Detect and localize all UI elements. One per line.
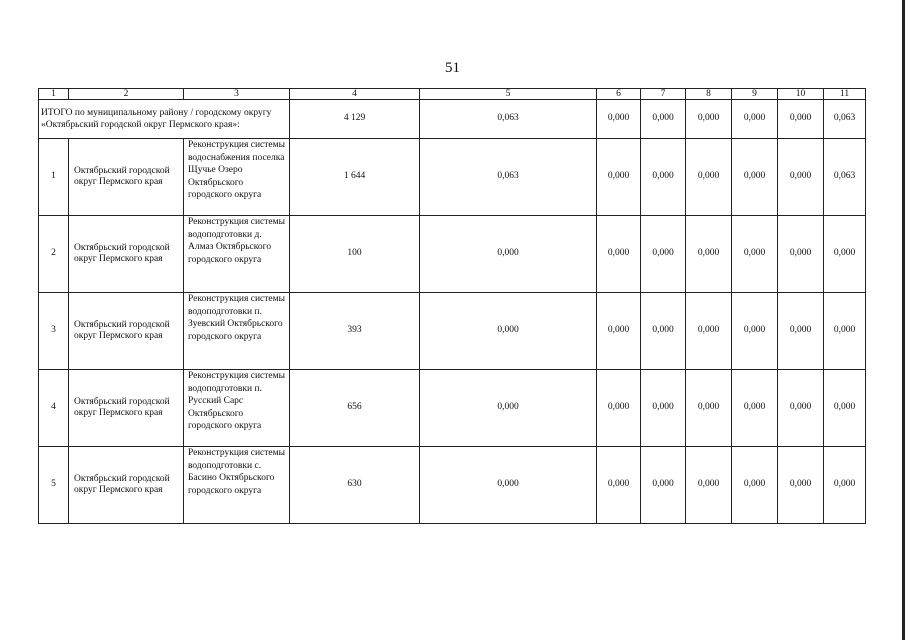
col-header: 1 <box>39 89 69 100</box>
value-cell: 0,000 <box>824 447 866 524</box>
value-cell: 0,063 <box>420 139 597 216</box>
value-cell: 0,000 <box>420 447 597 524</box>
object-cell: Реконструкция системы водоподготовки д. Алмаз Октябрьского городского округа <box>184 216 290 293</box>
value-cell: 0,000 <box>686 370 732 447</box>
value-cell: 393 <box>290 293 420 370</box>
row-number: 1 <box>39 139 69 216</box>
value-cell: 0,000 <box>824 293 866 370</box>
value-cell: 0,000 <box>597 139 641 216</box>
total-cell: 4 129 <box>290 100 420 139</box>
total-cell: 0,000 <box>732 100 778 139</box>
value-cell: 0,000 <box>824 370 866 447</box>
value-cell: 0,000 <box>641 216 686 293</box>
object-cell: Реконструкция системы водоподготовки п. Русский Сарс Октябрьского городского округа <box>184 370 290 447</box>
value-cell: 0,000 <box>732 139 778 216</box>
value-cell: 0,000 <box>597 370 641 447</box>
col-header: 11 <box>824 89 866 100</box>
value-cell: 0,000 <box>778 139 824 216</box>
value-cell: 0,000 <box>641 293 686 370</box>
data-table <box>38 88 866 524</box>
value-cell: 100 <box>290 216 420 293</box>
total-cell: 0,000 <box>778 100 824 139</box>
col-header: 3 <box>184 89 290 100</box>
total-cell: 0,063 <box>824 100 866 139</box>
value-cell: 0,000 <box>686 139 732 216</box>
table-row <box>39 293 866 370</box>
value-cell: 0,000 <box>732 447 778 524</box>
value-cell: 0,000 <box>420 370 597 447</box>
value-cell: 0,000 <box>778 293 824 370</box>
value-cell: 1 644 <box>290 139 420 216</box>
value-cell: 0,000 <box>420 293 597 370</box>
col-header: 2 <box>69 89 184 100</box>
col-header: 5 <box>420 89 597 100</box>
total-cell: 0,000 <box>686 100 732 139</box>
value-cell: 0,000 <box>778 216 824 293</box>
total-label: ИТОГО по муниципальному району / городскому округу «Октябрьский городской округ Пермского края»: <box>39 100 290 139</box>
value-cell: 0,000 <box>778 447 824 524</box>
table-row <box>39 139 866 216</box>
row-number: 5 <box>39 447 69 524</box>
value-cell: 0,000 <box>732 216 778 293</box>
value-cell: 630 <box>290 447 420 524</box>
row-number: 3 <box>39 293 69 370</box>
table-row <box>39 216 866 293</box>
row-number: 2 <box>39 216 69 293</box>
value-cell: 0,063 <box>824 139 866 216</box>
object-cell: Реконструкция системы водоснабжения поселка Щучье Озеро Октябрьского городского округа <box>184 139 290 216</box>
col-header: 7 <box>641 89 686 100</box>
col-header: 10 <box>778 89 824 100</box>
page-number: 51 <box>445 60 460 76</box>
value-cell: 0,000 <box>686 447 732 524</box>
column-number-row <box>39 89 866 100</box>
value-cell: 0,000 <box>732 293 778 370</box>
total-cell: 0,000 <box>641 100 686 139</box>
value-cell: 0,000 <box>641 139 686 216</box>
municipality-cell: Октябрьский городской округ Пермского края <box>69 447 184 524</box>
value-cell: 0,000 <box>597 216 641 293</box>
value-cell: 0,000 <box>778 370 824 447</box>
table-row <box>39 370 866 447</box>
municipality-cell: Октябрьский городской округ Пермского края <box>69 216 184 293</box>
col-header: 8 <box>686 89 732 100</box>
municipality-cell: Октябрьский городской округ Пермского края <box>69 293 184 370</box>
value-cell: 0,000 <box>641 447 686 524</box>
value-cell: 0,000 <box>732 370 778 447</box>
object-cell: Реконструкция системы водоподготовки п. Зуевский Октябрьского городского округа <box>184 293 290 370</box>
table-row <box>39 447 866 524</box>
value-cell: 0,000 <box>686 293 732 370</box>
value-cell: 0,000 <box>597 447 641 524</box>
municipality-cell: Октябрьский городской округ Пермского края <box>69 370 184 447</box>
col-header: 4 <box>290 89 420 100</box>
total-cell: 0,000 <box>597 100 641 139</box>
value-cell: 0,000 <box>686 216 732 293</box>
value-cell: 0,000 <box>824 216 866 293</box>
col-header: 9 <box>732 89 778 100</box>
value-cell: 0,000 <box>420 216 597 293</box>
municipality-cell: Октябрьский городской округ Пермского края <box>69 139 184 216</box>
value-cell: 0,000 <box>641 370 686 447</box>
total-cell: 0,063 <box>420 100 597 139</box>
col-header: 6 <box>597 89 641 100</box>
total-row <box>39 100 866 139</box>
value-cell: 0,000 <box>597 293 641 370</box>
value-cell: 656 <box>290 370 420 447</box>
object-cell: Реконструкция системы водоподготовки с. Басино Октябрьского городского округа <box>184 447 290 524</box>
row-number: 4 <box>39 370 69 447</box>
